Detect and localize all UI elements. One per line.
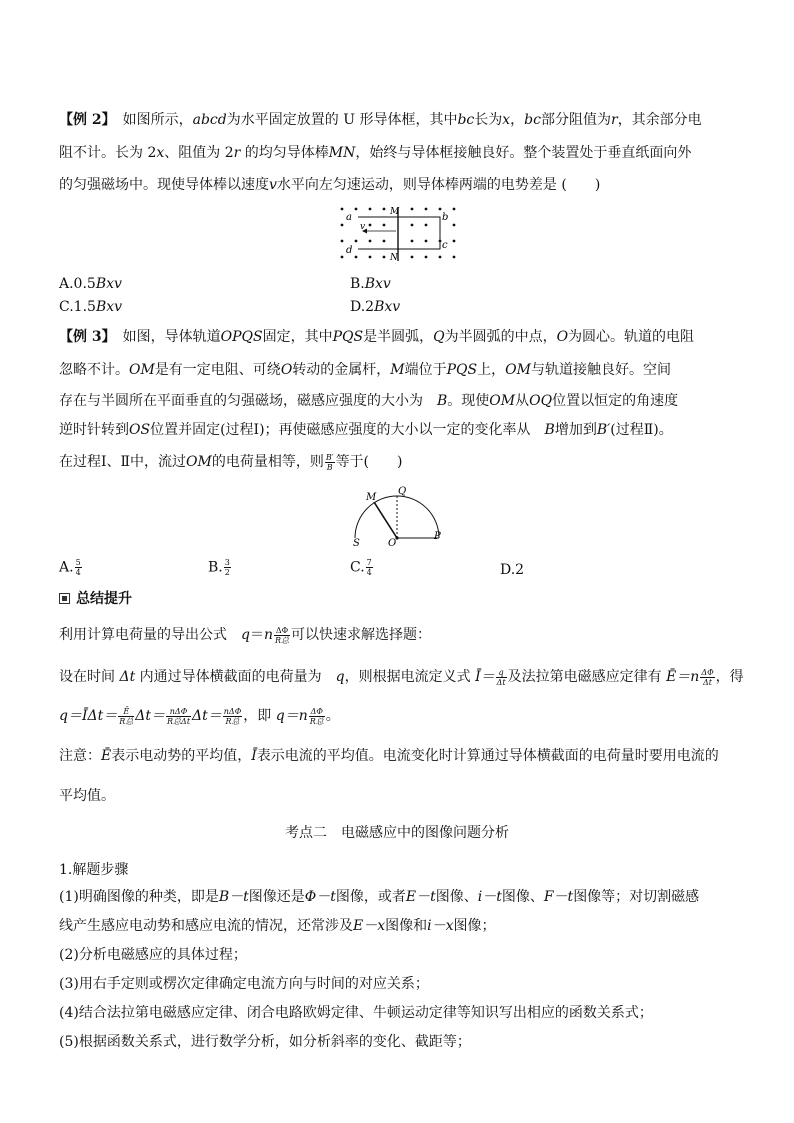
label-c: c [442, 240, 448, 251]
u-frame [358, 217, 440, 249]
ex2-option-c[interactable]: C.1.5Bxv [59, 299, 123, 315]
summary-line-3: q＝ĪΔt＝ $\frac{Ē}{\text{R总}}$ Δt＝ $\frac{\text{nΔΦ}}{\text{R总Δt}}$ Δt＝ $\frac{\text{nΔΦ}}{\text{R总}}$ ，即 q＝n $\frac{\Delta\Phi}{\text{R总}}$ 。 [59, 706, 340, 726]
label-n: N [390, 253, 398, 263]
ex2-figure [336, 203, 462, 265]
label-v: v [360, 222, 366, 232]
ex2-option-b[interactable]: B.Bxv [350, 276, 391, 292]
label-b: b [442, 212, 449, 223]
ex3-option-d[interactable]: D.2 [500, 562, 525, 578]
step-4: (4)结合法拉第电磁感应定律、闭合电路欧姆定律、牛顿运动定律等知识写出相应的函数关系式； [59, 1005, 653, 1021]
ex3-option-c[interactable]: C. $\frac{7}{4}$ [350, 558, 372, 577]
steps-title: 1.解题步骤 [59, 862, 129, 878]
ex3-line-5: 在过程Ⅰ、Ⅱ中，流过OM的电荷量相等，则 $\frac{B'}{B}$ 等于( ) [59, 452, 403, 472]
rod-om [374, 502, 397, 538]
ex2-line-3: 的匀强磁场中。现使导体棒以速度v水平向左匀速运动，则导体棒两端的电势差是 ( ) [59, 177, 601, 193]
summary-line-1: 利用计算电荷量的导出公式 q＝n $\frac{\Delta\Phi}{\text{R总}}$ 可以快速求解选择题： [59, 625, 432, 645]
label-p: P [434, 531, 441, 542]
step-2: (2)分析电磁感应的具体过程； [59, 947, 247, 963]
summary-heading: 总结提升 [59, 589, 132, 609]
summary-note-line-1: 注意：Ē表示电动势的平均值，Ī表示电流的平均值。电流变化时计算通过导体横截面的电荷量时要用电流的 [59, 748, 719, 764]
ex2-line-2: 阻不计。长为 2x、阻值为 2r 的均匀导体棒MN，始终与导体框接触良好。整个装置处于垂直纸面向外 [59, 145, 692, 161]
summary-line-2: 设在时间 Δt 内通过导体横截面的电荷量为 q，则根据电流定义式 Ī＝ $\frac{q}{\Delta t}$ 及法拉第电磁感应定律有 Ē＝n $\frac{\Delta\Phi}{\Delta t}$ ，得 [59, 667, 744, 687]
ex3-line-4: 逆时针转到OS位置并固定(过程Ⅰ)；再使磁感应强度的大小以一定的变化率从 B增加到B′(过程Ⅱ)。 [59, 422, 673, 438]
label-d: d [346, 245, 353, 256]
ex2-tag: 【例 2】 [59, 112, 109, 128]
label-s: S [353, 538, 360, 547]
summary-note-line-2: 平均值。 [59, 788, 115, 804]
ex3-option-a[interactable]: A. $\frac{5}{4}$ [59, 558, 81, 577]
ex3-line-2: 忽略不计。OM是有一定电阻、可绕O转动的金属杆，M端位于PQS上，OM与轨道接触良好。空间 [59, 362, 671, 378]
ex2-option-d[interactable]: D.2Bxv [350, 299, 401, 315]
ex3-tag: 【例 3】 [59, 329, 109, 345]
label-q: Q [398, 486, 407, 497]
ex3-option-b[interactable]: B. $\frac{3}{2}$ [208, 558, 230, 577]
ex3-line-3: 存在与半圆所在平面垂直的匀强磁场，磁感应强度的大小为 B。现使OM从OQ位置以恒定的角速度 [59, 393, 679, 409]
step-3: (3)用右手定则或楞次定律确定电流方向与时间的对应关系； [59, 976, 429, 992]
label-o: O [388, 538, 397, 547]
summary-icon [59, 593, 70, 604]
ex3-line-1: 【例 3】 如图，导体轨道OPQS固定，其中PQS是半圆弧，Q为半圆弧的中点，O为圆心。轨道的电阻 [59, 329, 695, 345]
ex2-line-1: 【例 2】 如图所示，abcd为水平固定放置的 U 形导体框，其中bc长为x，bc部分阻值为r，其余部分电 [59, 112, 702, 128]
label-m: M [366, 492, 377, 503]
section-title: 考点二 电磁感应中的图像问题分析 [285, 825, 509, 841]
step-5: (5)根据函数关系式，进行数学分析，如分析斜率的变化、截距等； [59, 1034, 471, 1050]
ex2-option-a[interactable]: A.0.5Bxv [59, 276, 122, 292]
ex3-figure [350, 483, 450, 547]
step-1-line-1: (1)明确图像的种类，即是B－t图像还是Φ－t图像，或者E－t图像、i－t图像、F－t图像等；对切割磁感 [59, 889, 700, 905]
step-1-line-2: 线产生感应电动势和感应电流的情况，还常涉及E－x图像和i－x图像； [59, 918, 496, 934]
label-m: M [390, 207, 400, 217]
ratio-fraction: $\frac{B'}{B}$ [325, 452, 334, 472]
label-a: a [346, 212, 352, 223]
